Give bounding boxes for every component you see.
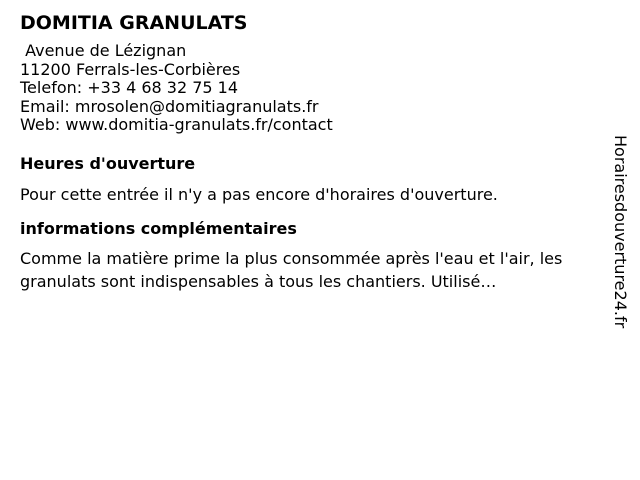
street-address: Avenue de Lézignan xyxy=(20,41,187,60)
web-line: Web: www.domitia-granulats.fr/contact xyxy=(20,115,333,134)
phone-line: Telefon: +33 4 68 32 75 14 xyxy=(20,78,239,97)
business-name: DOMITIA GRANULATS xyxy=(20,12,248,34)
business-card xyxy=(20,10,600,293)
opening-hours-heading: Heures d'ouverture xyxy=(20,153,196,173)
email-line: Email: mrosolen@domitiagranulats.fr xyxy=(20,96,319,116)
address-block xyxy=(20,42,600,135)
additional-info-heading: informations complémentaires xyxy=(20,218,297,238)
site-watermark: Horairesdouverture24.fr xyxy=(611,135,630,329)
city-line: 11200 Ferrals-les-Corbières xyxy=(20,59,241,79)
additional-info-text: Comme la matière prime la plus consommée après l'eau et l'air, les granulats sont indispensables à tous les chantiers. Utilisé… xyxy=(20,248,563,291)
opening-hours-text: Pour cette entrée il n'y a pas encore d'horaires d'ouverture. xyxy=(20,184,498,204)
